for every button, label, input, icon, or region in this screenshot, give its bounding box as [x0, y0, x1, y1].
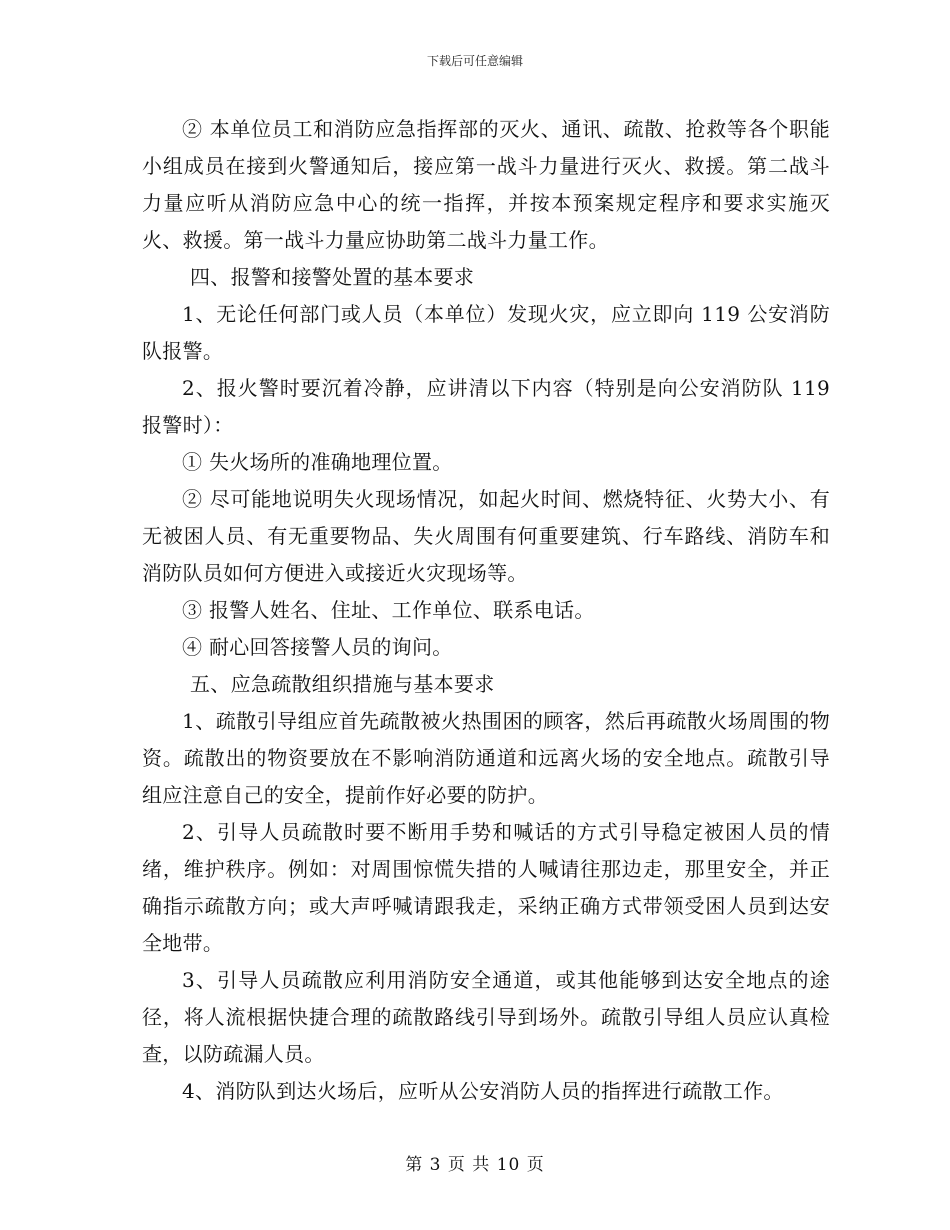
paragraph-fire-brigade: 4、消防队到达火场后，应听从公安消防人员的指挥进行疏散工作。 [182, 1079, 784, 1103]
paragraph-item-2-firefighting: ② 本单位员工和消防应急指挥部的灭火、通讯、疏散、抢救等各个职能小组成员在接到火警通知后，接应第一战斗力量进行灭火、救援。第二战斗力量应听从消防应急中心的统一指挥，并按本预案规定程序和要求实施灭火、救援。第一战斗力量应协助第二战斗力量工作。 [142, 117, 830, 252]
paragraph-report-content: 2、报火警时要沉着冷静，应讲清以下内容（特别是向公安消防队 119 报警时）： [142, 376, 830, 437]
section-heading-4: 四、报警和接警处置的基本要求 [190, 265, 475, 289]
list-item-answer-questions: ④ 耐心回答接警人员的询问。 [182, 635, 453, 659]
list-item-location: ① 失火场所的准确地理位置。 [182, 450, 453, 474]
page-header-note: 下载后可任意编辑 [426, 54, 523, 68]
paragraph-report-fire: 1、无论任何部门或人员（本单位）发现火灾，应立即向 119 公安消防队报警。 [142, 302, 830, 363]
document-body [142, 111, 830, 1110]
page-number-footer: 第 3 页 共 10 页 [405, 1155, 545, 1175]
paragraph-safe-routes: 3、引导人员疏散应利用消防安全通道，或其他能够到达安全地点的途径，将人流根据快捷合理的疏散路线引导到场外。疏散引导组人员应认真检查，以防疏漏人员。 [142, 968, 830, 1066]
list-item-scene-details: ② 尽可能地说明失火现场情况，如起火时间、燃烧特征、火势大小、有无被困人员、有无重要物品、失火周围有何重要建筑、行车路线、消防车和消防队员如何方便进入或接近火灾现场等。 [142, 487, 830, 585]
section-heading-5: 五、应急疏散组织措施与基本要求 [190, 672, 495, 696]
paragraph-evacuation-group: 1、疏散引导组应首先疏散被火热围困的顾客，然后再疏散火场周围的物资。疏散出的物资要放在不影响消防通道和远离火场的安全地点。疏散引导组应注意自己的安全，提前作好必要的防护。 [142, 709, 830, 807]
paragraph-guide-personnel: 2、引导人员疏散时要不断用手势和喊话的方式引导稳定被困人员的情绪，维护秩序。例如：对周围惊慌失措的人喊请往那边走，那里安全，并正确指示疏散方向；或大声呼喊请跟我走，采纳正确方式带领受困人员到达安全地带。 [142, 820, 830, 955]
list-item-reporter-info: ③ 报警人姓名、住址、工作单位、联系电话。 [182, 598, 595, 622]
